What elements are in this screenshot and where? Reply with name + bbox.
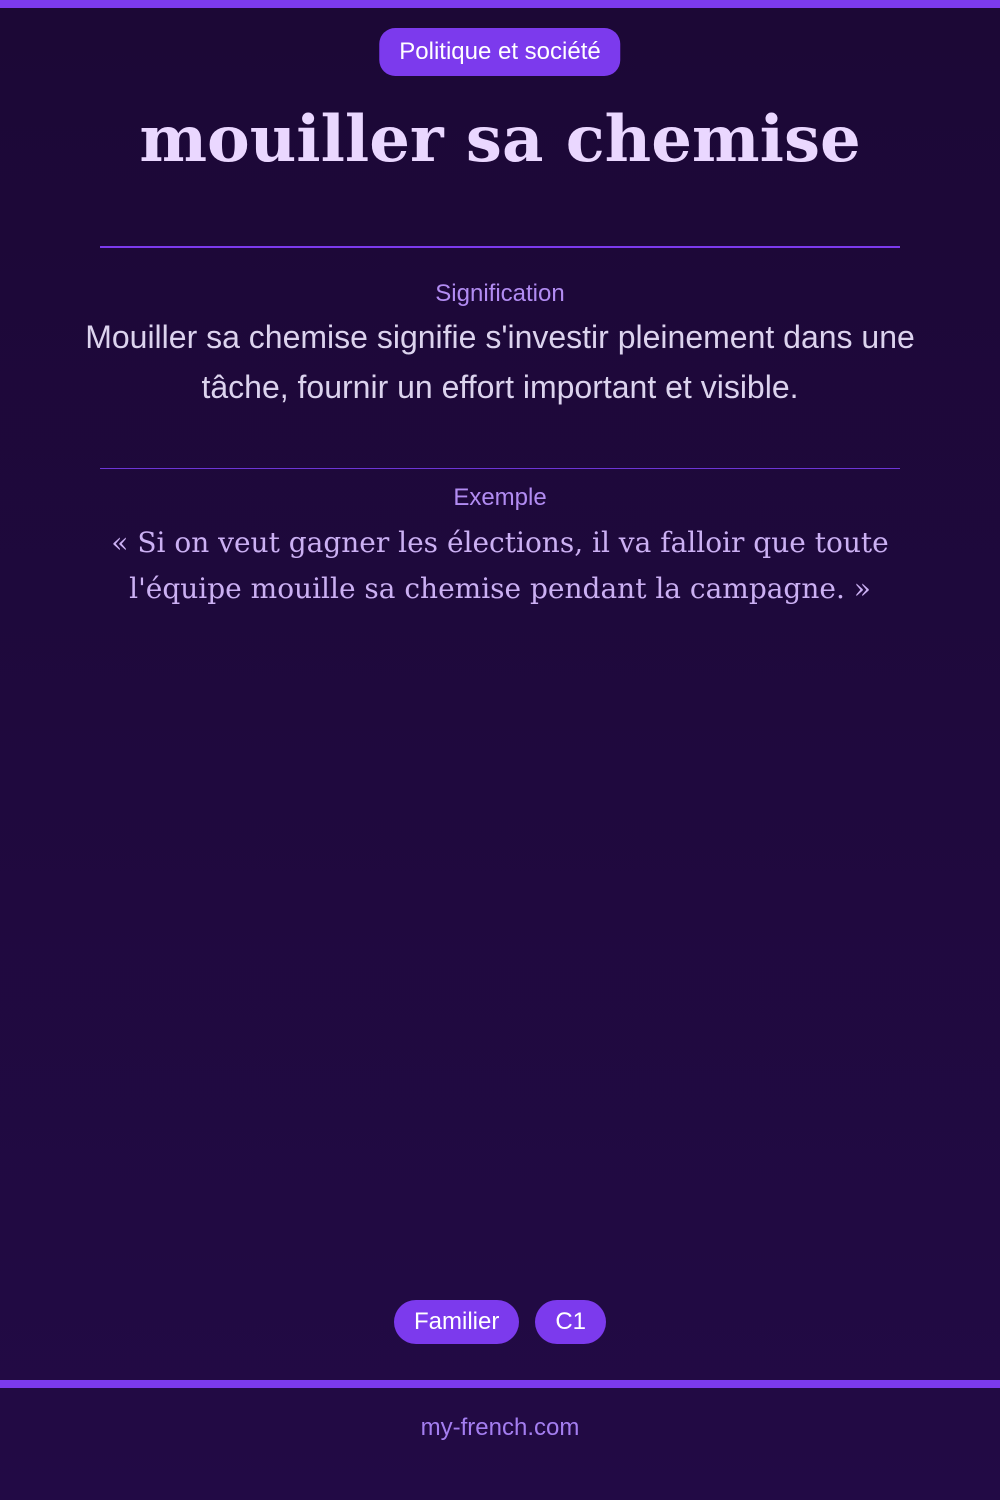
bottom-accent-bar [0,1380,1000,1388]
category-badge: Politique et société [379,28,620,76]
divider-middle [100,468,900,469]
example-text: « Si on veut gagner les élections, il va falloir que toute l'équipe mouille sa chemise pendant la campagne. » [111,526,889,605]
level-tag: C1 [535,1300,606,1344]
expression-title: mouiller sa chemise [139,102,861,177]
tag-list [0,1300,1000,1344]
meaning-label: Signification [435,280,565,307]
divider-top [100,246,900,248]
register-tag: Familier [394,1300,519,1344]
footer-site: my-french.com [420,1414,580,1441]
example-label: Exemple [453,484,547,511]
meaning-text: Mouiller sa chemise signifie s'investir pleinement dans une tâche, fournir un effort important et visible. [85,319,915,405]
top-accent-bar [0,0,1000,8]
